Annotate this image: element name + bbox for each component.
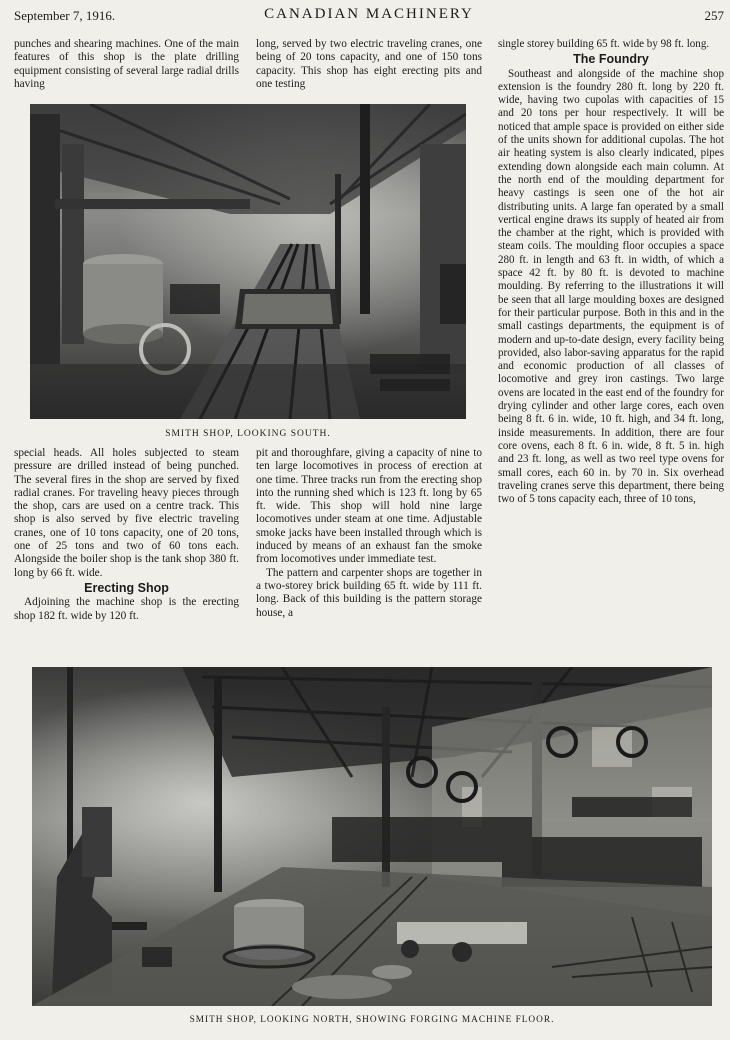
section-heading-erecting-shop: Erecting Shop	[84, 580, 169, 595]
photo-smith-shop-south	[30, 104, 466, 419]
paragraph: The pattern and carpenter shops are together in a two-storey brick building 65 ft. wide by 111 ft. long. Back of this building is the pattern storage house, a	[256, 566, 482, 619]
photo-smith-shop-north	[32, 667, 712, 1006]
paragraph: special heads. All holes subjected to steam pressure are drilled instead of being punched. The several fires in the shop are served by fixed radial cranes. For traveling heavy pieces through the shop, cars are used on a centre track. This shop is also served by five electric traveling cranes, one of 10 tons capacity, one of 20 tons, one of 25 tons and two of 60 tons each. Alongside the boiler shop is the tank shop 380 ft. long by 66 ft. wide.	[14, 447, 239, 579]
column-1-bottom	[14, 447, 239, 623]
paragraph: single storey building 65 ft. wide by 98 ft. long.	[498, 38, 710, 50]
photo-caption-bottom: SMITH SHOP, LOOKING NORTH, SHOWING FORGING MACHINE FLOOR.	[189, 1015, 555, 1025]
publication-title: CANADIAN MACHINERY	[264, 6, 474, 22]
paragraph: Adjoining the machine shop is the erecting shop 182 ft. wide by 120 ft.	[14, 596, 239, 622]
photo-illustration	[30, 104, 466, 419]
column-1-top	[14, 38, 239, 91]
section-heading-foundry: The Foundry	[573, 52, 649, 67]
photo-illustration	[32, 667, 712, 1006]
paragraph: punches and shearing machines. One of the main features of this shop is the plate drilling equipment consisting of several large radial drills having	[14, 38, 239, 90]
column-2-bottom	[256, 447, 482, 620]
column-3	[498, 38, 724, 506]
paragraph: Southeast and alongside of the machine shop extension is the foundry 280 ft. long by 220 ft. wide, having two cupolas with capacities of 15 and 20 tons per hour respectively. It will be noticed that ample space is provided on either side of the units shown for additional cupolas. The hot air heating system is also clearly indicated, pipes extending down alongside each main column. At the north end of the moulding department for heavy castings is seen one of the hot air distributing units. A large fan operated by a small vertical engine draws its supply of heated air from the chamber at the right, which is provided with steam coils. The moulding floor occupies a space 280 ft. in length and 63 ft. in width, of which a space 42 ft. by 80 ft. is devoted to machine moulding. By referring to the illustrations it will be seen that all large moulding boxes are designed for their particular purpose. Both in this and in the small castings departments, the equipment is of modern and up-to-date design, every facility being provided, also labor-saving apparatus for the rapid and economic production of all classes of locomotive and grey iron castings. Two large ovens are located in the east end of the foundry for drying cylinder and other large cores, each oven being 8 ft. 6 in. wide, 10 ft. high, and 34 ft. long, inside measurements. In addition, there are four core ovens, each 8 ft. 6 in. wide, 8 ft. 5 in. high and 23 ft. long, as well as two reel type ovens for small cores, each 60 in. by 70 in. Six overhead traveling cranes serve this department, there being two of 5 tons capacity each, three of 10 tons,	[498, 67, 724, 506]
paragraph: long, served by two electric traveling cranes, one being of 20 tons capacity, and one of 150 tons capacity. This shop has eight erecting pits and one testing	[256, 38, 482, 90]
page-header	[14, 6, 724, 28]
column-2-top	[256, 38, 482, 91]
page-number: 257	[704, 8, 724, 23]
issue-date: September 7, 1916.	[14, 8, 116, 23]
paragraph: pit and thoroughfare, giving a capacity of nine to ten large locomotives in process of erection at one time. Three tracks run from the erecting shop into the running shed which is 123 ft. long by 65 ft. wide. This shop will hold nine large locomotives under steam at one time. Adjustable smoke jacks have been installed through which is induced by means of an exhaust fan the smoke from locomotives under immediate test.	[256, 447, 482, 566]
photo-caption-top: SMITH SHOP, LOOKING SOUTH.	[165, 429, 331, 439]
